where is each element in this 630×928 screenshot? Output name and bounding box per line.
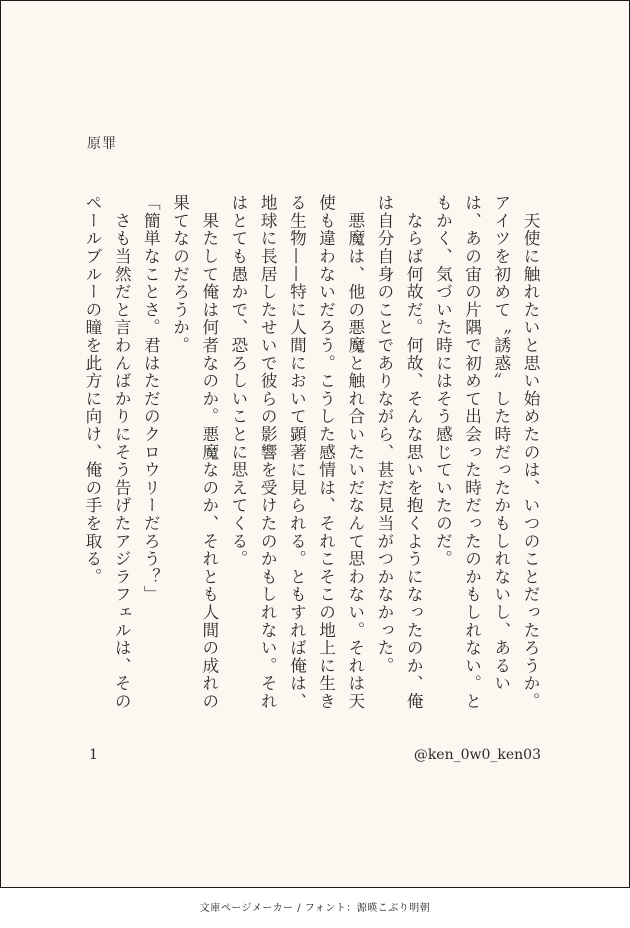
paragraph: ならば何故だ。何故、そんな思いを抱くようになったのか、俺は自分自身のことでありながら、甚だ見当がつかなかった。 <box>374 194 424 711</box>
paragraph: 悪魔は、他の悪魔と触れ合いたいだなんて思わない。それは天使も違わないだろう。こうした感情は、それこそこの地上に生きる生物——特に人間において顕著に見られる。ともすれば俺は、地球に長居したせいで彼らの影響を受けたのかもしれない。それはとても愚かで、恐ろしいことに思えてくる。 <box>228 194 365 711</box>
vertical-body-text <box>78 194 545 724</box>
paragraph: 「簡単なことさ。君はただのクロウリーだろう？」 <box>141 194 161 604</box>
paragraph: 天使に触れたいと思い始めたのは、いつのことだったろうか。アイツを初めて〝誘惑〟した時だったかもしれないし、あるいは、あの宙の片隅で初めて出会った時だったのかもしれない。ともかく、気づいた時にはそう感じていたのだ。 <box>433 194 540 711</box>
author-handle: @ken_0w0_ken03 <box>413 747 541 763</box>
page-title: 原罪 <box>87 136 117 152</box>
footer-credit: 文庫ページメーカー / フォント：源暎こぶり明朝 <box>199 903 431 914</box>
page-number: 1 <box>89 747 98 763</box>
paragraph: 果たして俺は何者なのか。悪魔なのか、それとも人間の成れの果てなのだろうか。 <box>170 194 219 711</box>
paragraph: さも当然だと言わんばかりにそう告げたアジラフェルは、そのペールブルーの瞳を此方に向け、俺の手を取る。 <box>82 194 132 711</box>
